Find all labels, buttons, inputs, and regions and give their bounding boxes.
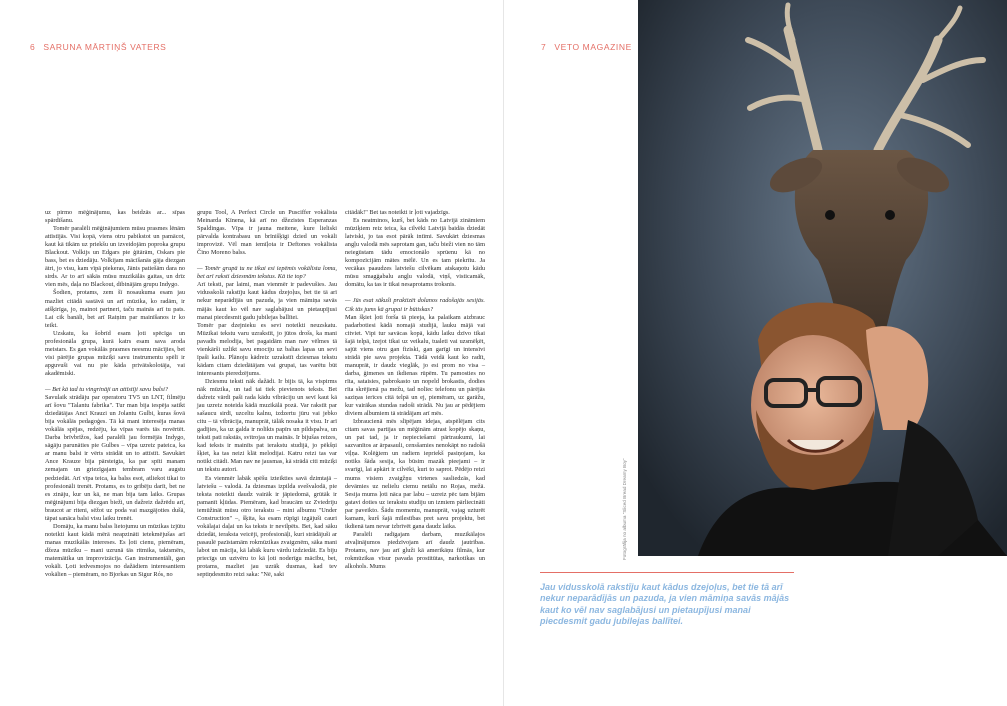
article-paragraph: Dziesmu teksti nāk dažādi. Ir bijis tā, ka vispirms nāk mūzika, un tad tai tiek pievienots teksts. Bet dažreiz vārdi paši rada kādu vibrāciju un sevī kaut kā jau uzreiz noteida kādā muzikālā pozā. Var rakstīt par sašaucu sirdī, uzceltu kalnu, izdzertu jūru vai jebko citu – tā vibrācija, manuprāt, tālāk nosaka it visu. Ir arī gadījies, ka uz galda ir nolikts papīrs un pildspalva, un teksti pati rakstās, svītrojas un mainās. Ir bijušas reizes, kad teksts ir mainīts pat ierakstu studijā, jo pēkšņi šķiet, ka tas neizi klāt melodijai. Katru reizi tas var notikt citādi. Man nav ne jausmas, kā strādā citi mūziķi un tekstu autori. [197, 377, 337, 474]
article-paragraph: Man šķiet ļoti forša tā pieeja, ka palaikam aizbrauc padarbotiesi kādā nomajā studijā, lauku mājā vai citviet. Vipi tur savācas kopā, kādu laiku dzīvo tikai šajā telpā, izejot tikai uz veikalu, tualeti vai uzsmēķēt, sajūt viens otru gan fiziski, gan garīgi un intensīvi strādā pie sava projekta. Tādā veidā kaut ko radīt, manuprāt, ir daudz vieglāk, jo esi prom no visa – darba, ģimenes un ikdienas rūpēm. Tu pamosties no rīta, sataisies, pabrokasto un nopeld brokastis, dodies rīta skrējienā pa mežu, tad nolīec telefonu un pārējās saziņas ierīces citā telpā un ej, piemēram, uz garāžu, kur vairākas stundas radoši strādā. Nu jau ar pēdējiem diviem albumiem tā strādājam arī mēs. [345, 313, 485, 418]
article-paragraph: uz pirmo mēģinājumu, kas beidzās ar... sīpas spārdīšanu. [45, 209, 185, 225]
article-paragraph: Tomēr paralēli mēģinājumiem mūsu prasmes lēnām attīstījās. Visi kopā, viens otru pabikstot un pamācot, kaut kā tikām uz priekšu un izveidojām poproka grupu Blackout. Volkijs un Edgars pie ģitārām, Oskars pie bass, bet es dziedāju. Volkijam mācīšanās gāja diezgan ātri, jo visu, kam vīpā piekeras, Jānis patiešām dara no sirds. Ar to arī sākās mūsu muzikālās gaitas, un drīz vien mēs, daļa no Blackout, dibinājām grupu Indygo. [45, 225, 185, 289]
right-page-header [541, 42, 632, 52]
article-column-1 [45, 209, 185, 579]
portrait-photo [638, 0, 1007, 556]
article-paragraph: Es neatminos, kurš, bet kāds no Latvijā zināmiem mūziķiem reiz teica, ka cilvēki Latvijā baidās dziedāt latviski, jo tas esot pārāk intīmi. Savukārt dziesmas angļu valodā mēs saprotam gan, taču bieži vien no tām neiegūstam tādu emocionālo sprūenu kā no kompozīcijām mātes mēlē. Un es tam piekrītu. Ja vecākas paaudzes latviešu cilvēkam atskaņotu kādu mūsu smagģabalu angļu valodā, viņš, visticamāk, domātu, ka tas ir tikai nesaprotams troksnis. [345, 217, 485, 289]
interview-question: — Jūs esat sākuši praktizēt dolanos radošajās sesijās. Cik tās jums kā grupai ir būtiskas? [345, 297, 485, 313]
photo-credit: Fotogrāfija no albuma "Sliced Bread Dreamy Boy" [622, 458, 627, 560]
article-paragraph: Paralēli radīgajam darbam, muzikālajos atvaļinājumos piedzīvojam arī daudz jautrības. Protams, nav jau arī gluži kā amerikāņu filmās, kur rokmūzikas vīsur pavada prostitūtas, narkotikas un alkohols. Mums [345, 530, 485, 571]
article-paragraph: grupu Tool, A Perfect Circle un Pusciffer vokālista Meinarda Kīnena, kā arī no džezistes Esperanzas Spaldingas. Vīpa ir jauna meitene, kure lieliski pārvalda kontrabasu un brīnišķīgi dzied un vokāli improvizē. Vēl man iemīļota ir Deftones vokālista Čīno Moreno balss. [197, 209, 337, 257]
pull-quote: Jau vidusskolā rakstīju kaut kādus dzejoļus, bet tie tā arī nekur neparādījās un pazuda, ja vien māmiņa savās mājās kaut ko vēl nav saglabājusi un pietaupījusi manai piecdesmit gadu jubilejas ballītei. [540, 582, 790, 627]
right-page-title: VETO MAGAZINE [554, 42, 632, 52]
right-page-number: 7 [541, 42, 547, 52]
interview-question: — Bet kā tad tu vingrināji un attīstīji savu balsi? [45, 385, 168, 393]
article-paragraph: Šodien, protams, zem šī nosaukuma esam jau mazliet citādā sastāvā un arī mūzika, ko radām, ir atšķirīga, jo, mainot partneri, taču mainās arī tu pats. Lai cik banāli, bet arī Raiņim par mainīšanos ir ko teikt. [45, 289, 185, 329]
left-page-title: SARUNA MĀRTIŅŠ VATERS [43, 42, 167, 52]
left-page-number: 6 [30, 42, 36, 52]
article-paragraph: citādāk!" Bet tas noteikti ir ļoti vajadzīgs. [345, 209, 450, 216]
article-paragraph: Izbraucienā mēs slīpējam idejas, atspēlējam cits citam savas partijas un mēģinām atrast kopējo skaņu, un pat tad, ja ir nepieciešami pārtraukumi, lai sazvanītos ar ārpasauli, censšamies nenokāpt no radošā viļņa. Kolēģiem un radiem iepriekš pasiņojam, ka notiks šāda sesija, ka būsim mazāk pieejami – ir svarīgi, lai apkārt ir cilvēki, kuri to saprot. Pēdējo reizi mums visiem zvaigžņu virtenes sasliedzās, kad devāmies uz nelielu ciemu netālu no Rojas, mežā. Sesija mums ļoti nāca par labu – uzreiz pēc tam bijām gatavi doties uz ierakstu studiju un izmiem pārliecināti par paveikto. Šādu momentu, manuprāt, vajag uzturēt kamam, kurš šajā mīlestības pret savu projektu, bet ikdienā tam nevar izbrīvēt gana daudz laika. [345, 418, 485, 530]
pull-quote-rule [540, 572, 794, 573]
article-paragraph: Arī teksti, par laimi, man vienmēr ir padevušies. Jau vidusskolā rakstīju kaut kādus dzejoļus, bet tie tā arī nekur neparādījās un pazuda, ja vien māmiņa savās mājās kaut ko vēl nav saglabājusi un pietaupījusi manai piecdesmit gadu jubilejas ballītei. [197, 281, 337, 321]
article-paragraph: Es vienmēr labāk spēšu izteikties savā dzimtajā – latviešu – valodā. Ja dziesmas izpilda svešvalodā, pie teksta noteikti daudz vairāk ir jāpiedomā, grūtāk ir pamanīt kļūdas. Piemēram, kad braucām uz Zviedriju iemūžināt mūsu otro ierakstu – mini albumu "Under Construction" –, šķita, ka esam rūpīgi izgājuši cauri vokālajai daļai un ka teksts ir nevilpēts. Bet, kad sāku dziedāt, ieraksta veicēji, profesionāļi, kuri strādājuši ar pasaulē pazīstamām rokmūzikas zvaigznēm, sāka mani labot un mācīja, kā labāk kuru vārdu izdziedāt. Es biju priecīgs un uztvēru to kā ļoti noderīgu mācību, bet, protams, mazliet jau uzrāk dusmas, kad tev septiņdesmito reizi saka: "Nē, saki [197, 474, 337, 579]
article-column-2 [197, 209, 337, 579]
article-column-3 [345, 209, 485, 571]
page-gutter [503, 0, 504, 706]
left-page-header [30, 42, 166, 52]
article-paragraph: Savulaik strādāju par operatoru TV5 un LNT, filmēju arī šovu "Talantu fabrika". Tur man bija iespēja satikt dziedātājas Ancī Krauzi un Jolantu Gulbi, kuras šovā bija vokālās pedagoģes. Tā kā mani interesēja manas vokālās spējas, redzēju, ka vīpas varēs tās novērtēt. Darba brīvbrīžos, kad paralēli jau formējās Indygo, sāgāju parunāties pie Gulbes – vīpa uzreiz pateica, ka ar manu balsi ir vērts strādāt un to attīstīt. Savukārt Ance Krauze bija pārsteigta, ka par spīti manam zemajam un griezīgajam tembram varu augstu pedziedāt. Arī vīpa teica, ka balss esot, atliekot tikai to profesionāli trenēt. Protams, es to gribēju darīt, bet ne es zināju, kur un kā, ne man bija tam laiks. Grupas mēģinājumi bija diezgan bieži, un dažreiz dažrēdu arī, braucot ar riteni, sēžot uz poda vai mazgājoties dušā, tāpat sanāca balsi visu laiku trenēt. [45, 394, 185, 522]
man-with-deer-head-illustration [638, 0, 1007, 556]
article-paragraph: Tomēr par dzejnieku es sevi noteikti neuzskatu. Mūzikai tekstu varu uzrakstīt, jo jūtos drošs, ka mani pavadīs melodija, bet pagaidām man nav vēlmes tā vienkārši uzlikt savu emociju uz baltas lapas un sevi īpaši kailu. Plānoju kādreiz uzrakstīt dziesmas tekstu kādam citam dziedātājam vai grupai, tas varētu būt interesants pieredzējums. [197, 321, 337, 377]
interview-question: — Tomēr grupā tu ne tikai esi iepēmis vokālista lomu, bet arī raksti dziesmām tekstus. Kā tie top? [197, 265, 337, 281]
article-paragraph: Domāju, ka manu balss lietojumu un mūzikas izjūtu noteikti kaut kādā mērā neapzināti ietekmējušas arī manas muzikālās intereses. Es ļoti cienu, piemēram, džeza mūziku – mani uzrunā tās ritmika, taktsmērs, matemātika un improvizācija. Gan instrumentāli, gan vokāli. Ļoti iedvesmojos no dažādiem interesantiem vokālien – piemēram, no Bjorkas un Sigur Rós, no [45, 522, 185, 579]
article-paragraph: Uzskatu, ka šobrīd esam ļoti spēcīga un profesionāla grupa, kurā katrs esam sava aroda meistars. Es gan vokālās prasmes neesmu mācījies, bet visi pārējie grupas mūziķi savu instrumentu spēlī ir apguvuši vai nu pie kāda privātskolotāja, vai akadēmiski. [45, 329, 185, 377]
